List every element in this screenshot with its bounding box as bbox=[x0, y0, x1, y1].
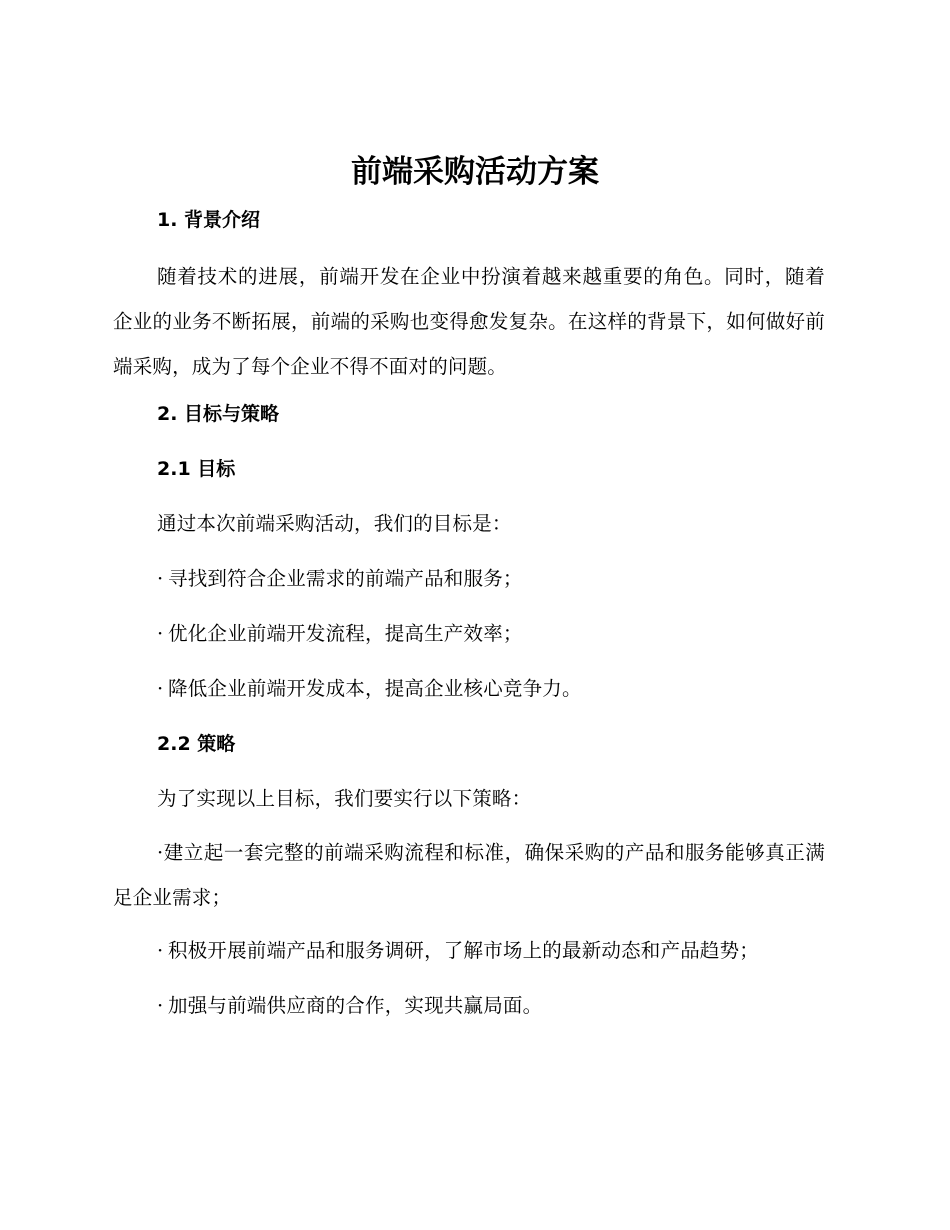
bullet-text: 建立起一套完整的前端采购流程和标准，确保采购的产品和服务能够真正满足企业需求； bbox=[113, 841, 825, 909]
goals-bullet-item bbox=[157, 565, 523, 593]
bullet-marker: · bbox=[157, 939, 164, 962]
subsection-heading-goals: 2.1 目标 bbox=[157, 458, 236, 480]
bullet-text: 积极开展前端产品和服务调研，了解市场上的最新动态和产品趋势； bbox=[168, 939, 760, 962]
bullet-marker: · bbox=[157, 841, 164, 864]
document-title: 前端采购活动方案 bbox=[351, 154, 599, 190]
goals-intro: 通过本次前端采购活动，我们的目标是： bbox=[157, 512, 512, 535]
bullet-text: 降低企业前端开发成本，提高企业核心竞争力。 bbox=[168, 677, 582, 700]
background-paragraph: 随着技术的进展，前端开发在企业中扮演着越来越重要的角色。同时，随着企业的业务不断拓展，前端的采购也变得愈发复杂。在这样的背景下，如何做好前端采购，成为了每个企业不得不面对的问题。 bbox=[113, 265, 825, 378]
section-heading-background: 1. 背景介绍 bbox=[157, 209, 261, 231]
bullet-marker: · bbox=[157, 994, 164, 1017]
section-heading-goals-strategy: 2. 目标与策略 bbox=[157, 403, 280, 425]
bullet-text: 寻找到符合企业需求的前端产品和服务； bbox=[168, 567, 523, 590]
strategy-bullet-item bbox=[157, 992, 542, 1020]
bullet-marker: · bbox=[157, 677, 164, 700]
bullet-marker: · bbox=[157, 567, 164, 590]
bullet-text: 加强与前端供应商的合作，实现共赢局面。 bbox=[168, 994, 543, 1017]
strategy-bullet-item bbox=[157, 937, 759, 965]
bullet-text: 优化企业前端开发流程，提高生产效率； bbox=[168, 622, 523, 645]
subsection-heading-strategy: 2.2 策略 bbox=[157, 733, 236, 755]
goals-bullet-item bbox=[157, 620, 523, 648]
strategy-bullet-item bbox=[113, 830, 825, 920]
bullet-marker: · bbox=[157, 622, 164, 645]
goals-bullet-item bbox=[157, 675, 582, 703]
strategy-intro: 为了实现以上目标，我们要实行以下策略： bbox=[157, 787, 532, 810]
